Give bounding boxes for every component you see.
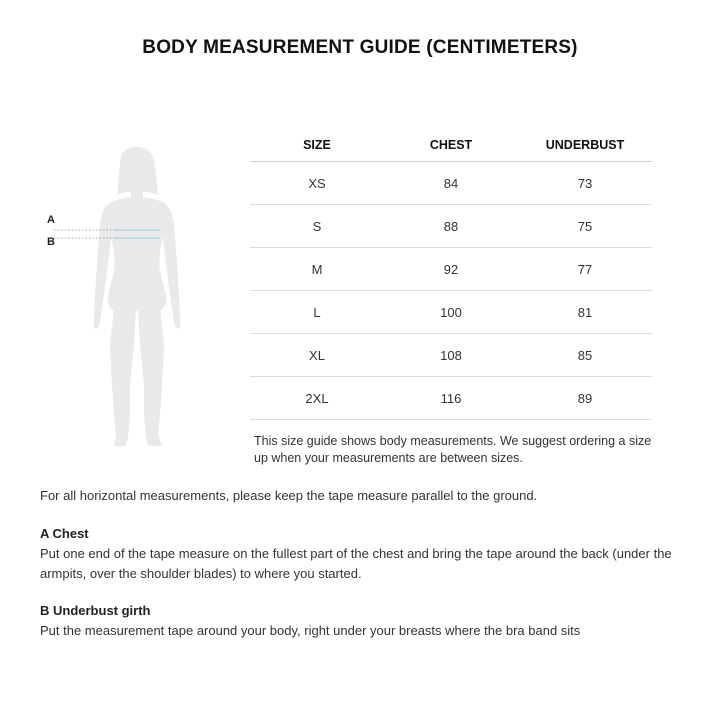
cell-chest: 116	[384, 377, 518, 420]
header-chest: CHEST	[384, 128, 518, 162]
cell-size: XL	[250, 334, 384, 377]
section-heading-underbust: B Underbust girth	[40, 603, 151, 618]
table-row	[250, 291, 652, 334]
cell-size: XS	[250, 162, 384, 205]
cell-size: S	[250, 205, 384, 248]
table-row	[250, 162, 652, 205]
size-table	[250, 128, 652, 420]
cell-chest: 84	[384, 162, 518, 205]
section-text-underbust: Put the measurement tape around your body, right under your breasts where the bra band sits	[40, 623, 581, 638]
table-row	[250, 334, 652, 377]
cell-underbust: 89	[518, 377, 652, 420]
table-row	[250, 205, 652, 248]
table-row	[250, 377, 652, 420]
page-title: BODY MEASUREMENT GUIDE (CENTIMETERS)	[142, 37, 578, 58]
cell-size: 2XL	[250, 377, 384, 420]
table-row	[250, 248, 652, 291]
header-size: SIZE	[250, 128, 384, 162]
marker-label-b: B	[47, 236, 55, 248]
header-underbust: UNDERBUST	[518, 128, 652, 162]
intro-text: For all horizontal measurements, please keep the tape measure parallel to the ground.	[40, 488, 538, 503]
cell-chest: 92	[384, 248, 518, 291]
cell-chest: 108	[384, 334, 518, 377]
cell-underbust: 73	[518, 162, 652, 205]
cell-size: L	[250, 291, 384, 334]
section-heading-chest: A Chest	[40, 526, 89, 541]
cell-size: M	[250, 248, 384, 291]
section-text-chest: Put one end of the tape measure on the fullest part of the chest and bring the tape around the back (under the armpits, over the shoulder blades) to where you started.	[40, 546, 672, 581]
cell-underbust: 85	[518, 334, 652, 377]
cell-underbust: 81	[518, 291, 652, 334]
cell-underbust: 75	[518, 205, 652, 248]
cell-chest: 88	[384, 205, 518, 248]
cell-chest: 100	[384, 291, 518, 334]
body-silhouette-figure	[40, 145, 200, 455]
cell-underbust: 77	[518, 248, 652, 291]
table-header-row	[250, 128, 652, 162]
marker-label-a: A	[47, 214, 55, 226]
silhouette-icon	[40, 145, 200, 455]
size-guide-note: This size guide shows body measurements. We suggest ordering a size up when your measurements are between sizes.	[254, 434, 652, 465]
